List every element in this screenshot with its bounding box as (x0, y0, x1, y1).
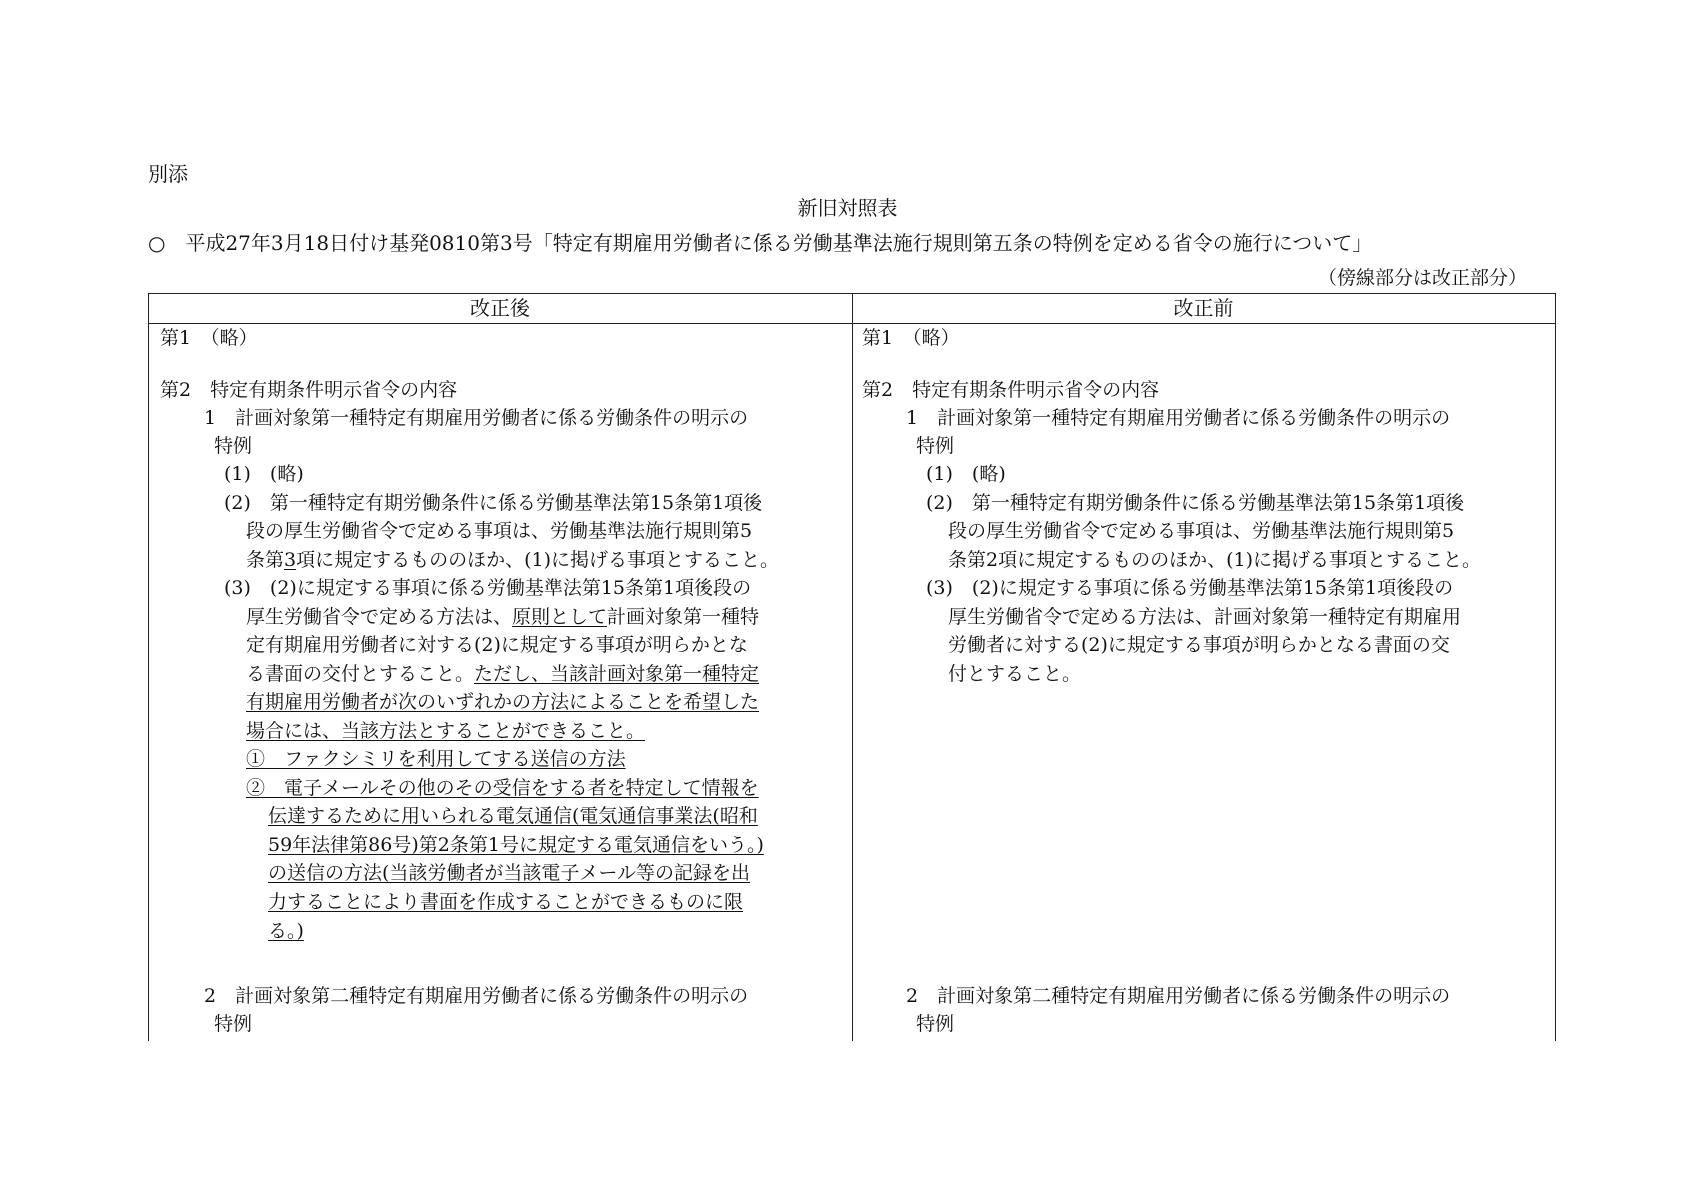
after-line: 特例 (214, 435, 253, 457)
revised-line: 59年法律第86号)第2条第1号に規定する電気通信をいう。) (268, 834, 764, 856)
revised-line: ① ファクシミリを利用してする送信の方法 (246, 748, 626, 770)
before-line: (1) (略) (926, 463, 1006, 485)
after-text: 厚生労働省令で定める方法は、 (246, 606, 513, 628)
revised-line: 場合には、当該方法とすることができること。 (246, 720, 646, 742)
revised-line: 伝達するために用いられる電気通信(電気通信事業法(昭和 (268, 805, 758, 827)
revised-line: ② 電子メールその他のその受信をする者を特定して情報を (246, 777, 759, 799)
after-line (246, 546, 779, 574)
table-center-border (852, 293, 853, 1041)
header-after-revision: 改正後 (470, 296, 530, 320)
after-line (246, 603, 759, 631)
before-line: 第2 特定有期条件明示省令の内容 (862, 379, 1160, 401)
revised-line: る。) (268, 920, 304, 942)
revised-line: 力することにより書面を作成することができるものに限 (268, 891, 744, 913)
after-line: 特例 (214, 1013, 253, 1035)
before-line: 厚生労働省令で定める方法は、計画対象第一種特定有期雇用 (948, 606, 1462, 628)
revised-text: 原則として (512, 606, 608, 628)
before-line: 条第2項に規定するもののほか、(1)に掲げる事項とすること。 (948, 549, 1482, 571)
after-text: 計画対象第一種特 (607, 606, 760, 628)
after-text: 項に規定するもののほか、(1)に掲げる事項とすること。 (296, 549, 780, 571)
before-line: 第1 （略） (862, 327, 960, 349)
before-line: 段の厚生労働省令で定める事項は、労働基準法施行規則第5 (948, 520, 1455, 542)
before-line: 特例 (916, 1013, 955, 1035)
after-text: 条第 (246, 549, 285, 571)
revised-line: の送信の方法(当該労働者が当該電子メール等の記録を出 (268, 862, 751, 884)
after-line: 第2 特定有期条件明示省令の内容 (160, 379, 458, 401)
after-line: (2) 第一種特定有期労働条件に係る労働基準法第15条第1項後 (224, 492, 763, 514)
after-line: 1 計画対象第一種特定有期雇用労働者に係る労働条件の明示の (204, 407, 749, 429)
after-text: る書面の交付とすること。 (246, 663, 475, 685)
before-line: (3) (2)に規定する事項に係る労働基準法第15条第1項後段の (926, 577, 1454, 599)
table-left-border (148, 293, 149, 1041)
revised-line: 有期雇用労働者が次のいずれかの方法によることを希望した (246, 691, 760, 713)
before-line: 2 計画対象第二種特定有期雇用労働者に係る労働条件の明示の (906, 985, 1451, 1007)
revised-text: ただし、当該計画対象第一種特定 (474, 663, 760, 685)
table-right-border (1555, 293, 1556, 1041)
after-line: 第1 （略） (160, 327, 258, 349)
attachment-label: 別添 (148, 162, 188, 186)
document-subject: ○ 平成27年3月18日付け基発0810第3号「特定有期雇用労働者に係る労働基準法施行規則第五条の特例を定める省令の施行について」 (148, 231, 1373, 255)
after-line: (3) (2)に規定する事項に係る労働基準法第15条第1項後段の (224, 577, 752, 599)
after-line (246, 660, 759, 688)
after-line: 2 計画対象第二種特定有期雇用労働者に係る労働条件の明示の (204, 985, 749, 1007)
header-before-revision: 改正前 (1173, 296, 1234, 320)
after-line: 段の厚生労働省令で定める事項は、労働基準法施行規則第5 (246, 520, 753, 542)
revision-note: （傍線部分は改正部分） (1317, 267, 1527, 289)
document-title: 新旧対照表 (797, 196, 898, 220)
before-line: (2) 第一種特定有期労働条件に係る労働基準法第15条第1項後 (926, 492, 1465, 514)
after-line: 定有期雇用労働者に対する(2)に規定する事項が明らかとな (246, 634, 748, 656)
after-line: (1) (略) (224, 463, 304, 485)
before-line: 特例 (916, 435, 955, 457)
before-line: 1 計画対象第一種特定有期雇用労働者に係る労働条件の明示の (906, 407, 1451, 429)
before-line: 労働者に対する(2)に規定する事項が明らかとなる書面の交 (948, 634, 1450, 656)
before-line: 付とすること。 (948, 663, 1082, 685)
revised-text: 3 (284, 549, 297, 571)
